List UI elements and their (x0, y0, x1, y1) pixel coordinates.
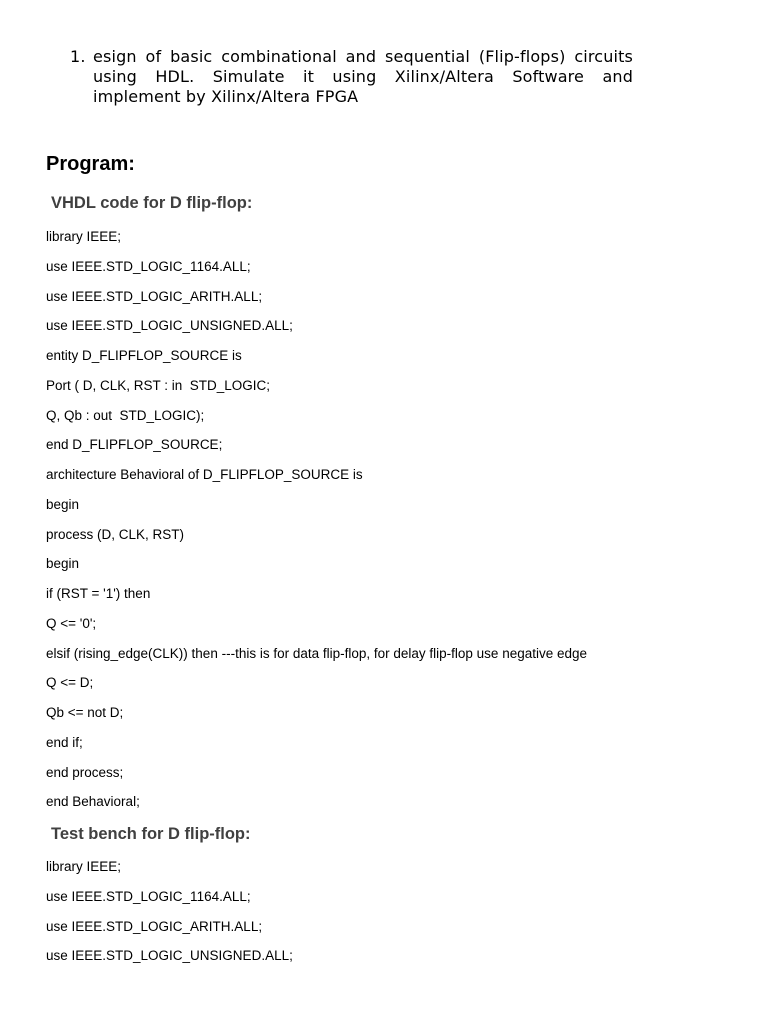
vhdl-code-line: end D_FLIPFLOP_SOURCE; (46, 437, 223, 453)
vhdl-code-line: Q <= '0'; (46, 615, 97, 631)
vhdl-code-line: Port ( D, CLK, RST : in STD_LOGIC; (46, 377, 271, 393)
testbench-code-line: use IEEE.STD_LOGIC_ARITH.ALL; (46, 918, 263, 934)
testbench-code-block (46, 859, 293, 978)
vhdl-code-line: library IEEE; (46, 229, 122, 244)
vhdl-code-line: begin (46, 556, 80, 572)
vhdl-code-line: use IEEE.STD_LOGIC_UNSIGNED.ALL; (46, 318, 293, 334)
vhdl-code-line: end process; (46, 764, 124, 780)
testbench-code-line: library IEEE; (46, 859, 122, 874)
vhdl-code-line: use IEEE.STD_LOGIC_ARITH.ALL; (46, 288, 263, 304)
vhdl-code-line: end if; (46, 734, 83, 750)
vhdl-code-line: entity D_FLIPFLOP_SOURCE is (46, 348, 242, 363)
task-number: 1. (70, 47, 86, 66)
vhdl-code-block (46, 229, 587, 824)
testbench-code-line: use IEEE.STD_LOGIC_UNSIGNED.ALL; (46, 948, 293, 964)
vhdl-code-line: architecture Behavioral of D_FLIPFLOP_SOURCE is (46, 467, 363, 482)
vhdl-code-heading: VHDL code for D flip-flop: (51, 194, 253, 212)
vhdl-code-line: if (RST = '1') then (46, 586, 151, 601)
vhdl-code-line: process (D, CLK, RST) (46, 526, 185, 542)
vhdl-code-line: Q <= D; (46, 675, 94, 691)
vhdl-code-line: Qb <= not D; (46, 705, 124, 720)
vhdl-code-line: Q, Qb : out STD_LOGIC); (46, 407, 205, 423)
task-item (70, 47, 640, 107)
vhdl-code-line: end Behavioral; (46, 794, 140, 810)
program-heading: Program: (46, 153, 135, 175)
testbench-code-line: use IEEE.STD_LOGIC_1164.ALL; (46, 888, 251, 904)
vhdl-code-line: begin (46, 496, 80, 512)
testbench-heading: Test bench for D flip-flop: (51, 825, 251, 843)
task-description: esign of basic combinational and sequential (Flip-flops) circuits using HDL. Simulate it using Xilinx/Altera Software and implement by Xilinx/Altera FPGA (93, 47, 633, 106)
vhdl-code-line: use IEEE.STD_LOGIC_1164.ALL; (46, 258, 251, 274)
vhdl-code-line: elsif (rising_edge(CLK)) then ---this is for data flip-flop, for delay flip-flop use negative edge (46, 645, 588, 661)
